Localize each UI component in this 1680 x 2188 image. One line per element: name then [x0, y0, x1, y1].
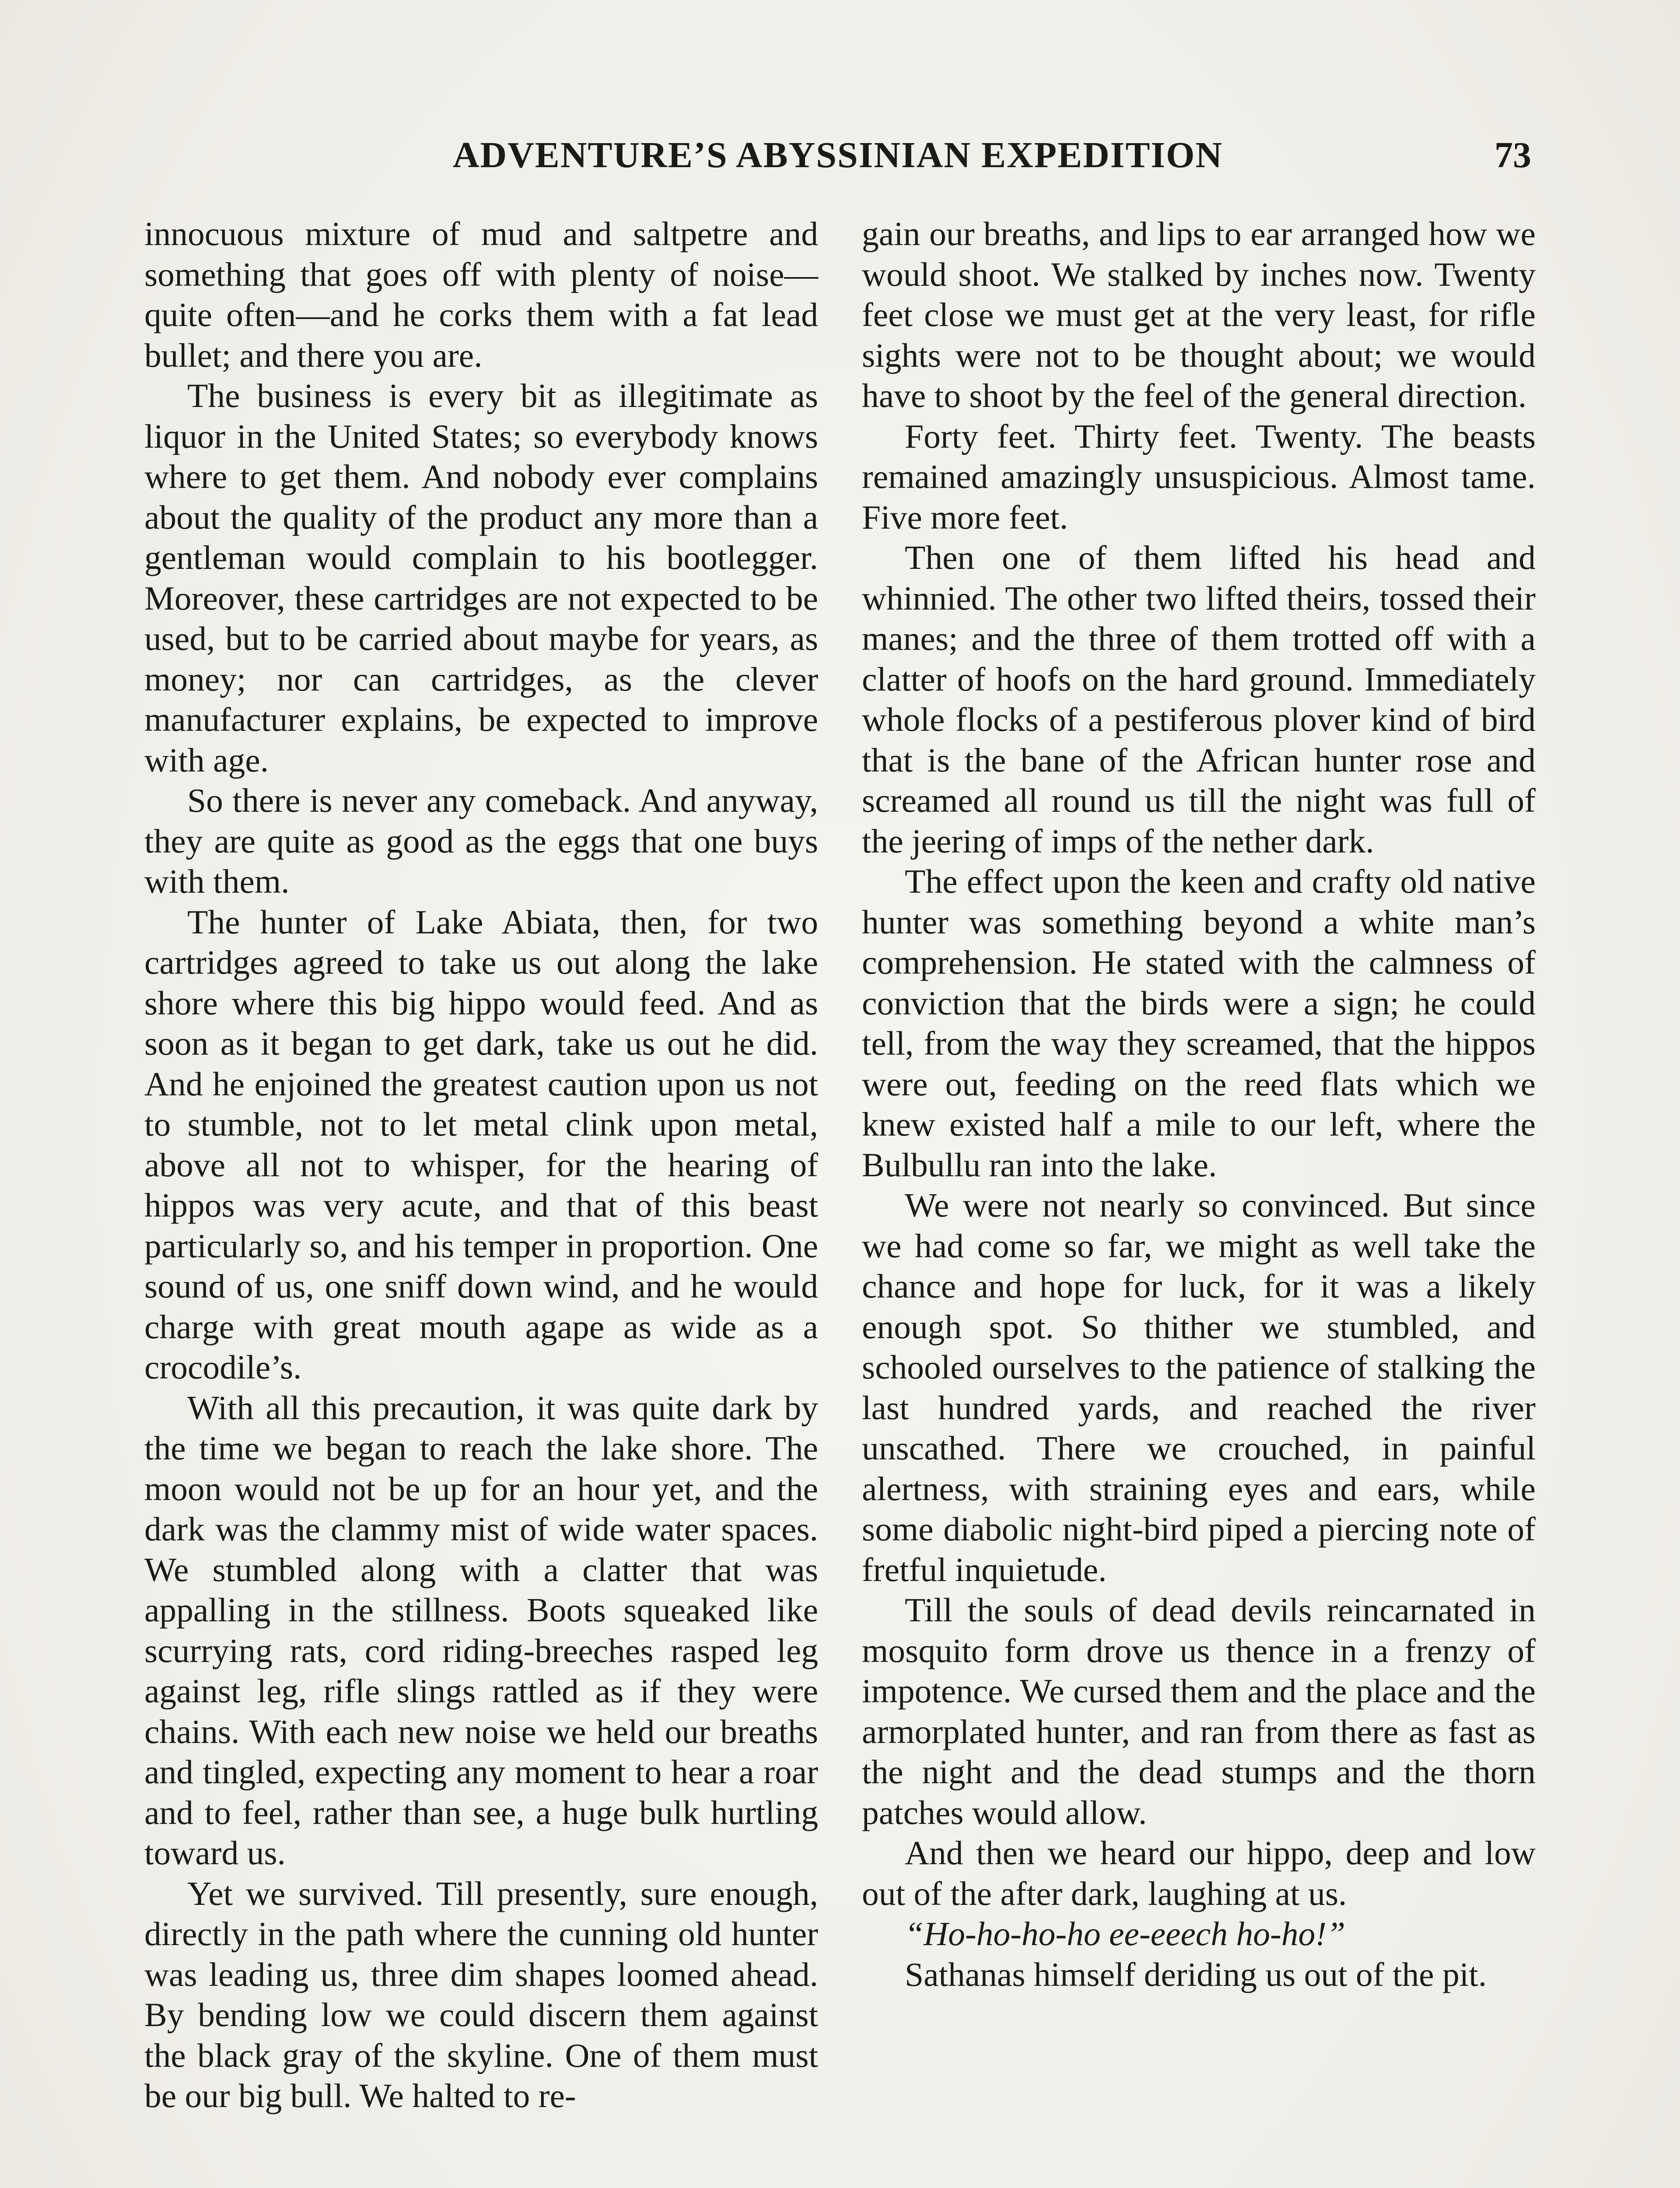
quoted-laugh: “Ho-ho-ho-ho ee-eeech ho-ho!” — [905, 1915, 1346, 1953]
running-title: ADVENTURE’S ABYSSINIAN EXPEDITION — [452, 135, 1223, 175]
paragraph: Till the souls of dead devils reincarnated in mosquito form drove us thence in a frenzy of impotence. We cursed them and the place and the armorplated hunter, and ran from there as fast as the night and the dead stumps and the thorn patches would allow. — [862, 1591, 1536, 1831]
paragraph: We were not nearly so convinced. But since we had come so far, we might as well take the chance and hope for luck, for it was a likely enough spot. So thither we stumbled, and schooled ourselves to the patience of stalking the last hundred yards, and reached the river unscathed. There we crouched, in painful alertness, with straining eyes and ears, while some diabolic night-bird piped a piercing note of fretful inquietude. — [862, 1186, 1536, 1588]
left-column — [144, 214, 818, 2116]
paragraph: Yet we survived. Till presently, sure enough, directly in the path where the cunning old hunter was leading us, three dim shapes loomed ahead. By bending low we could discern them against the black gray of the skyline. One of them must be our big bull. We halted to re- — [144, 1874, 818, 2114]
page-number: 73 — [1494, 135, 1531, 175]
paragraph: So there is never any comeback. And anyway, they are quite as good as the eggs that one buys with them. — [144, 782, 818, 900]
paragraph: Sathanas himself deriding us out of the pit. — [905, 1955, 1487, 1993]
right-column — [862, 214, 1536, 1995]
paragraph: With all this precaution, it was quite dark by the time we began to reach the lake shore. The moon would not be up for an hour yet, and the dark was the clammy mist of wide water spaces. We stumbled along with a clatter that was appalling in the stillness. Boots squeaked like scurrying rats, cord riding-breeches rasped leg against leg, rifle slings rattled as if they were chains. With each new noise we held our breaths and tingled, expecting any moment to hear a roar and to feel, rather than see, a huge bulk hurtling toward us. — [144, 1389, 818, 1872]
paragraph: And then we heard our hippo, deep and low out of the after dark, laughing at us. — [862, 1834, 1536, 1912]
paragraph: gain our breaths, and lips to ear arranged how we would shoot. We stalked by inches now. Twenty feet close we must get at the very least, for rifle sights were not to be thought about; we would have to shoot by the feel of the general direction. — [862, 215, 1536, 414]
paragraph: Forty feet. Thirty feet. Twenty. The beasts remained amazingly unsuspicious. Almost tame. Five more feet. — [862, 417, 1536, 536]
paragraph: Then one of them lifted his head and whinnied. The other two lifted theirs, tossed their manes; and the three of them trotted off with a clatter of hoofs on the hard ground. Immediately whole flocks of a pestiferous plover kind of bird that is the bane of the African hunter rose and screamed all round us till the night was full of the jeering of imps of the nether dark. — [862, 539, 1536, 860]
paragraph: The business is every bit as illegitimate as liquor in the United States; so everybody knows where to get them. And nobody ever complains about the quality of the product any more than a gentleman would complain to his bootlegger. Moreover, these cartridges are not expected to be used, but to be carried about maybe for years, as money; nor can cartridges, as the clever manufacturer explains, be expected to improve with age. — [144, 377, 818, 779]
paragraph: The effect upon the keen and crafty old native hunter was something beyond a white man’s comprehension. He stated with the calmness of conviction that the birds were a sign; he could tell, from the way they screamed, that the hippos were out, feeding on the reed flats which we knew existed half a mile to our left, where the Bulbullu ran into the lake. — [862, 863, 1536, 1184]
paragraph: The hunter of Lake Abiata, then, for two cartridges agreed to take us out along the lake shore where this big hippo would feed. And as soon as it began to get dark, take us out he did. And he enjoined the greatest caution upon us not to stumble, not to let metal clink upon metal, above all not to whisper, for the hearing of hippos was very acute, and that of this beast particularly so, and his temper in proportion. One sound of us, one sniff down wind, and he would charge with great mouth agape as wide as a crocodile’s. — [144, 903, 818, 1386]
paragraph: innocuous mixture of mud and saltpetre and something that goes off with plenty of noise—quite often—and he corks them with a fat lead bullet; and there you are. — [144, 215, 818, 374]
running-head — [144, 131, 1531, 179]
